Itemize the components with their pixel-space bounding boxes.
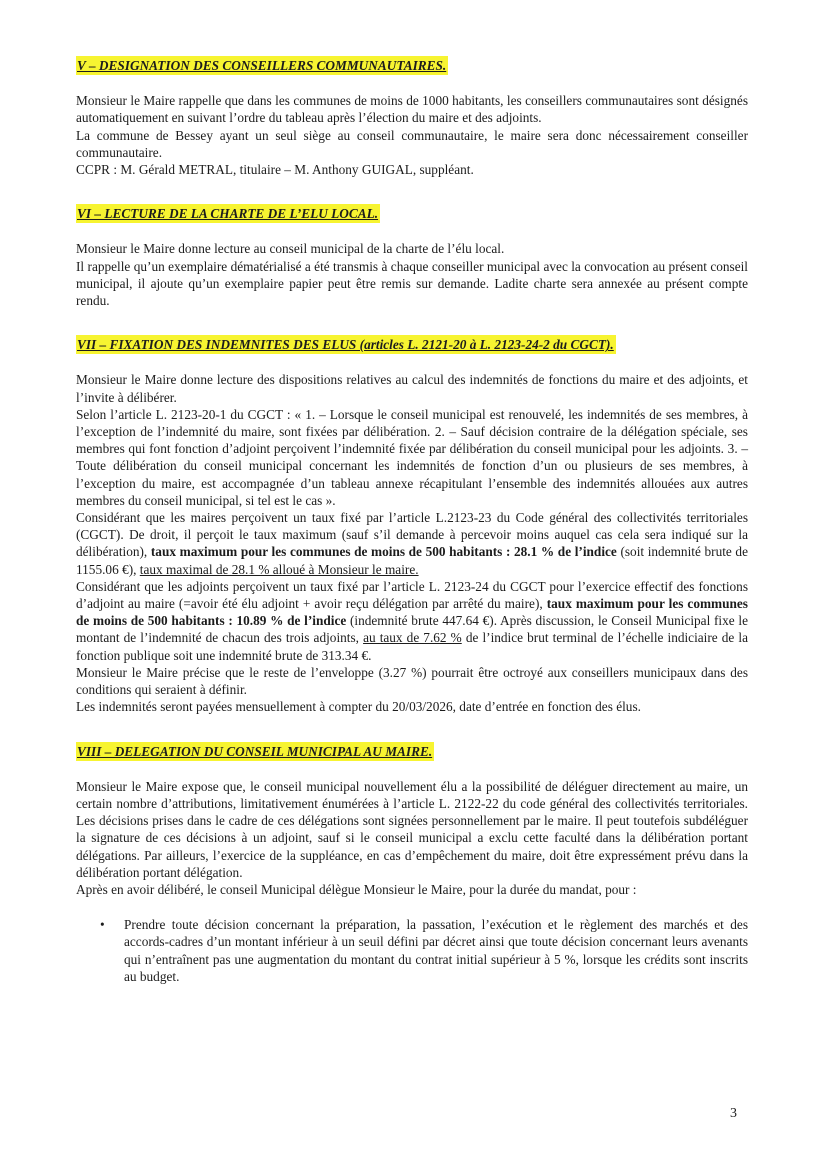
list-item-text: Prendre toute décision concernant la préparation, la passation, l’exécution et le règlement des marchés et des accords-cadres d’un montant inférieur à un seuil défini par décret ainsi que toute décision concernant leurs avenants qui n’entraînent pas une augmentation du montant du contrat initial supérieur à 5 %, lorsque les crédits sont inscrits au budget. bbox=[124, 917, 748, 984]
section-viii bbox=[76, 742, 748, 985]
text-run: Considérant que les maires perçoivent un taux fixé par l’article L.2123-23 du Code général des collectivités territoriales (CGCT). De droit, il perçoit le taux maximum (sauf s’il demande à percevoir moins auquel cas cela sera indiqué sur la délibération), bbox=[76, 510, 748, 560]
paragraph: La commune de Bessey ayant un seul siège au conseil communautaire, le maire sera donc nécessairement conseiller communautaire. bbox=[76, 127, 748, 160]
text-run: de l’indice brut terminal de l’échelle indiciaire de la fonction publique soit une indemnité brute de 313.34 €. bbox=[76, 630, 749, 663]
paragraph bbox=[76, 578, 748, 664]
paragraph: Les indemnités seront payées mensuellement à compter du 20/03/2026, date d’entrée en fonction des élus. bbox=[76, 699, 641, 715]
text-run: Considérant que les adjoints perçoivent un taux fixé par l’article L. 2123-24 du CGCT pour l’exercice effectif des fonctions d’adjoint au maire (=avoir été élu adjoint + avoir reçu délégation par arrêté du maire), bbox=[76, 578, 748, 612]
list-item bbox=[76, 916, 748, 985]
paragraph: Après en avoir délibéré, le conseil Municipal délègue Monsieur le Maire, pour la durée du mandat, pour : bbox=[76, 881, 637, 897]
paragraph: Monsieur le Maire donne lecture des dispositions relatives au calcul des indemnités de fonctions du maire et des adjoints, et l’invite à délibérer. bbox=[76, 372, 748, 405]
section-title: VI – LECTURE DE LA CHARTE DE L’ELU LOCAL. bbox=[76, 204, 380, 223]
section-title: VII – FIXATION DES INDEMNITES DES ELUS (articles L. 2121-20 à L. 2123-24-2 du CGCT). bbox=[76, 335, 616, 354]
text-run: (indemnité brute 447.64 €). Après discussion, le Conseil Municipal fixe le montant de l’indemnité de chacun des trois adjoints, bbox=[76, 613, 748, 646]
page-number: 3 bbox=[730, 1106, 737, 1121]
paragraph: Monsieur le Maire donne lecture au conseil municipal de la charte de l’élu local. bbox=[76, 241, 505, 257]
section-title: VIII – DELEGATION DU CONSEIL MUNICIPAL AU MAIRE. bbox=[76, 742, 434, 761]
paragraph: Monsieur le Maire expose que, le conseil municipal nouvellement élu a la possibilité de déléguer directement au maire, un certain nombre d’attributions, limitativement énumérées à l’article L. 2122-22 du code général des collectivités territoriales. Les décisions prises dans le cadre de ces délégations sont signées personnellement par le maire. Il peut toutefois subdéléguer la signature de ces décisions à un adjoint, sauf si le conseil municipal a exclu cette faculté dans la délibération portant délégations. Par ailleurs, l’exercice de la suppléance, en cas d’empêchement du maire, doit être expressément prévu dans la délibération portant délégation. bbox=[76, 778, 748, 880]
text-run: (soit indemnité brute de 1155.06 €), bbox=[76, 544, 748, 577]
document-page bbox=[76, 56, 748, 1011]
section-vii bbox=[76, 335, 748, 715]
paragraph: Monsieur le Maire rappelle que dans les communes de moins de 1000 habitants, les conseillers communautaires sont désignés automatiquement en suivant l’ordre du tableau après l’élection du maire et des adjoints. bbox=[76, 93, 748, 126]
section-vi bbox=[76, 204, 748, 309]
bold-text: taux maximum pour les communes de moins de 500 habitants : 10.89 % de l’indice bbox=[76, 596, 748, 629]
paragraph: Il rappelle qu’un exemplaire dématérialisé a été transmis à chaque conseiller municipal avec la convocation au présent conseil municipal, il ajoute qu’un exemplaire papier peut être remis sur demande. Ladite charte sera annexée au présent compte rendu. bbox=[76, 258, 748, 309]
section-v bbox=[76, 56, 748, 178]
bullet-list bbox=[76, 916, 748, 985]
paragraph: Selon l’article L. 2123-20-1 du CGCT : « 1. – Lorsque le conseil municipal est renouvelé, les indemnités de ses membres, à l’exception de l’indemnité du maire, sont fixées par délibération. 2. – Sauf décision contraire de la délégation spéciale, ses membres qui font fonction d’adjoint perçoivent l’indemnité fixée par délibération du conseil municipal pour les adjoints. 3. – Toute délibération du conseil municipal concernant les indemnités de fonction d’un ou plusieurs de ses membres, à l’exception du maire, est accompagnée d’un tableau annexe récapitulant l’ensemble des indemnités allouées aux autres membres du conseil municipal, si tel est le cas ». bbox=[76, 406, 748, 508]
section-title: V – DESIGNATION DES CONSEILLERS COMMUNAUTAIRES. bbox=[76, 56, 448, 75]
underlined-text: au taux de 7.62 % bbox=[363, 630, 462, 646]
underlined-text: taux maximal de 28.1 % alloué à Monsieur le maire. bbox=[139, 561, 419, 577]
bullet-icon: • bbox=[100, 917, 105, 933]
paragraph bbox=[76, 509, 748, 578]
paragraph: CCPR : M. Gérald METRAL, titulaire – M. Anthony GUIGAL, suppléant. bbox=[76, 162, 474, 178]
bold-text: taux maximum pour les communes de moins de 500 habitants : 28.1 % de l’indice bbox=[150, 544, 617, 560]
paragraph: Monsieur le Maire précise que le reste de l’enveloppe (3.27 %) pourrait être octroyé aux conseillers municipaux dans des conditions qui seraient à définir. bbox=[76, 664, 748, 698]
